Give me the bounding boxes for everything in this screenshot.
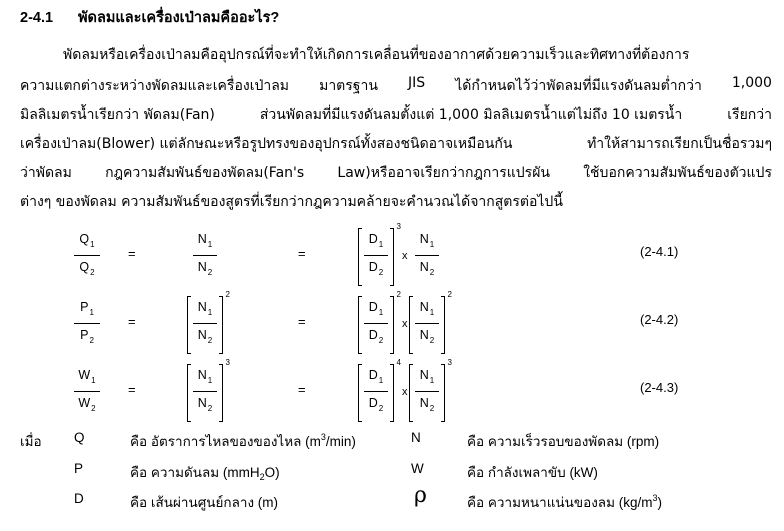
legend-symbol-p: P: [74, 461, 84, 476]
paragraph-line-5: ว่าพัดลม กฎความสัมพันธ์ของพัดลม(Fan's Law)หรืออาจเรียกว่ากฎการแปรผัน ใช้บอกความสัมพันธ์ของตัวแปร: [20, 165, 772, 181]
legend-symbol-n: N: [411, 430, 421, 445]
bracket-left: [409, 296, 413, 354]
legend-desc-q: คือ อัตราการไหลของของไหล $(m^3/\min)$: [130, 432, 356, 449]
legend-symbol-rho: ρ: [414, 483, 427, 508]
bracket-right: [390, 296, 394, 354]
bracket-left: [409, 364, 413, 422]
legend-desc-w: คือ กำลังเพลาขับ (kW): [467, 465, 598, 480]
fraction-rhs_d: $D_1$ $D_2$ 4: [364, 362, 388, 424]
legend-desc-rho: คือ ความหนาแน่นของลม $(kg/m^3)$: [467, 493, 662, 510]
fraction-rhs_d: $D_1$ $D_2$ 3: [364, 226, 388, 288]
paragraph-line-6: ต่างๆ ของพัดลม ความสัมพันธ์ของสูตรที่เรียกว่ากฎความคล้ายจะคำนวณได้จากสูตรต่อไปนี้: [20, 194, 563, 210]
equation-2: [0, 290, 784, 360]
equals-sign: =: [128, 246, 136, 261]
legend-symbol-w: W: [411, 461, 424, 476]
equals-sign: =: [298, 314, 306, 329]
fraction-lhs: $W_1$ $W_2$: [74, 362, 100, 424]
legend-symbol-q: Q: [74, 430, 85, 445]
legend-desc-d: คือ เส้นผ่านศูนย์กลาง (m): [130, 495, 279, 510]
bracket-right: [441, 364, 445, 422]
fraction-lhs: $P_1$ $P_2$: [74, 294, 100, 356]
exponent: 2: [447, 290, 452, 299]
fraction-mid: $N_1$ $N_2$ 2: [193, 294, 217, 356]
equals-sign: =: [128, 382, 136, 397]
equation-1: [0, 222, 784, 292]
equals-sign: =: [298, 246, 306, 261]
paragraph-line-2: ความแตกต่างระหว่างพัดลมและเครื่องเป่าลม มาตรฐาน JIS ได้กำหนดไว้ว่าพัดลมที่มีแรงดันลมต่ำกว่า 1,000: [20, 75, 772, 94]
equals-sign: =: [128, 314, 136, 329]
section-heading: [20, 6, 279, 29]
fraction-rhs_n: $N_1$ $N_2$: [415, 226, 439, 288]
legend-symbol-d: D: [74, 491, 84, 506]
fraction-mid: $N_1$ $N_2$: [193, 226, 217, 288]
bracket-left: [187, 364, 191, 422]
fraction-rhs_n: $N_1$ $N_2$ 3: [415, 362, 439, 424]
exponent: 2: [396, 290, 401, 299]
bracket-left: [187, 296, 191, 354]
times-sign: x: [402, 386, 408, 398]
fraction-rhs_n: $N_1$ $N_2$ 2: [415, 294, 439, 356]
equation-number: (2-4.2): [640, 312, 679, 327]
bracket-right: [390, 364, 394, 422]
exponent: 3: [447, 358, 452, 367]
exponent: 2: [225, 290, 230, 299]
equals-sign: =: [298, 382, 306, 397]
equation-number: (2-4.1): [640, 244, 679, 259]
fraction-lhs: $Q_1$ $Q_2$: [74, 226, 100, 288]
paragraph-line-3: มิลลิเมตรน้ำเรียกว่า พัดลม(Fan) ส่วนพัดลมที่มีแรงดันลมตั้งแต่ 1,000 มิลลิเมตรน้ำแต่ไม่ถึง 10 เมตรน้ำ เรียกว่า: [20, 107, 772, 123]
exponent: 4: [396, 358, 401, 367]
exponent: 3: [396, 222, 401, 231]
times-sign: x: [402, 250, 408, 262]
section-title: พัดลมและเครื่องเป่าลมคืออะไร?: [78, 10, 280, 26]
section-number: 2-4.1: [20, 10, 54, 26]
fraction-mid: $N_1$ $N_2$ 3: [193, 362, 217, 424]
exponent: 3: [225, 358, 230, 367]
bracket-right: [390, 228, 394, 286]
fraction-rhs_d: $D_1$ $D_2$ 2: [364, 294, 388, 356]
legend-desc-n: คือ ความเร็วรอบของพัดลม (rpm): [467, 434, 660, 449]
paragraph-line-4: เครื่องเป่าลม(Blower) แต่ลักษณะหรือรูปทรงของอุปกรณ์ทั้งสองชนิดอาจเหมือนกัน ทำให้สามารถเรียกเป็นชื่อรวมๆ: [20, 136, 772, 152]
bracket-left: [358, 364, 362, 422]
equation-3: [0, 358, 784, 428]
bracket-right: [219, 296, 223, 354]
legend-when: เมื่อ: [20, 434, 42, 449]
bracket-right: [219, 364, 223, 422]
times-sign: x: [402, 318, 408, 330]
bracket-right: [441, 296, 445, 354]
bracket-left: [358, 296, 362, 354]
paragraph-line-1: พัดลมหรือเครื่องเป่าลมคืออุปกรณ์ที่จะทำให้เกิดการเคลื่อนที่ของอากาศด้วยความเร็วและทิศทางที่ต้องการ: [63, 47, 690, 63]
equation-number: (2-4.3): [640, 380, 679, 395]
bracket-left: [358, 228, 362, 286]
legend-desc-p: คือ ความดันลม (mmH$_2$O): [130, 465, 280, 482]
